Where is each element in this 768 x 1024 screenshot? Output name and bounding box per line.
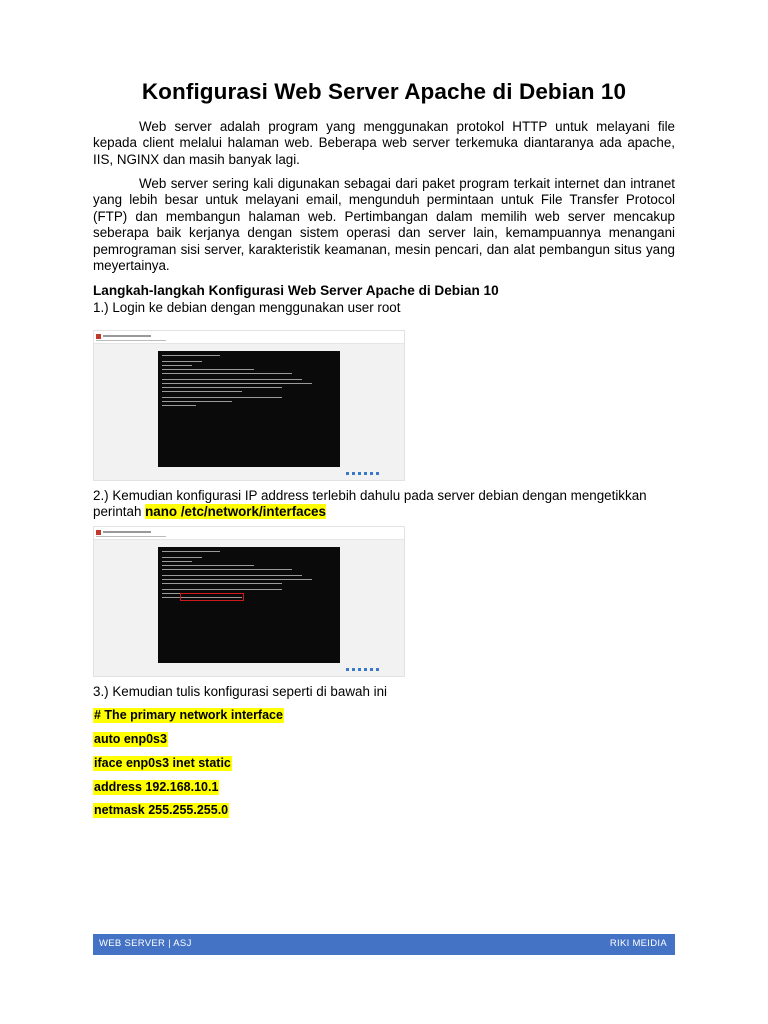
virtualbox-menu-bar <box>96 340 166 341</box>
command-highlight-box <box>180 593 244 601</box>
step-2-text <box>93 488 675 519</box>
virtualbox-title-bar <box>94 331 404 344</box>
virtualbox-title-bar <box>94 527 404 540</box>
step-3-text: 3.) Kemudian tulis konfigurasi seperti di bawah ini <box>93 684 388 699</box>
terminal-console <box>158 351 340 467</box>
footer-left-text: WEB SERVER | ASJ <box>99 938 192 949</box>
virtualbox-menu-bar <box>96 536 166 537</box>
document-page <box>93 0 675 1024</box>
paragraph-intro: Web server adalah program yang menggunakan protokol HTTP untuk melayani file kepada client melalui halaman web. Beberapa web server terkemuka diantaranya ada apache, IIS, NGINX dan masih banyak lagi. <box>93 119 675 167</box>
taskbar-tray <box>344 472 402 477</box>
screenshot-root-login <box>93 330 405 481</box>
document-title: Konfigurasi Web Server Apache di Debian 10 <box>141 79 627 104</box>
config-line: auto enp0s3 <box>94 732 167 746</box>
step-1-text: 1.) Login ke debian dengan menggunakan user root <box>93 300 401 315</box>
page-footer <box>93 934 675 955</box>
virtualbox-icon <box>96 334 101 339</box>
taskbar-tray <box>344 668 402 673</box>
screenshot-nano-command <box>93 526 405 677</box>
config-line: iface enp0s3 inet static <box>94 756 231 770</box>
virtualbox-icon <box>96 530 101 535</box>
step-2-command: nano /etc/network/interfaces <box>145 503 326 519</box>
steps-heading: Langkah-langkah Konfigurasi Web Server Apache di Debian 10 <box>93 283 499 298</box>
config-line: address 192.168.10.1 <box>94 780 219 794</box>
terminal-console <box>158 547 340 663</box>
config-line: netmask 255.255.255.0 <box>94 803 229 817</box>
step-2-description: 2.) Kemudian konfigurasi IP address terlebih dahulu pada server debian dengan mengetikkan perintah <box>93 488 647 519</box>
footer-author: RIKI MEIDIA <box>609 938 667 949</box>
paragraph-details: Web server sering kali digunakan sebagai dari paket program terkait internet dan intranet yang lebih besar untuk melayani email, mengunduh permintaan untuk File Transfer Protocol (FTP) dan membangun halaman web. Pertimbangan dalam memilih web server mencakup seberapa baik kerjanya dengan sistem operasi dan server lain, kemampuannya menangani pemrograman sisi server, karakteristik keamanan, mesin pencari, dan alat pembangun situs yang meyertainya. <box>93 176 675 274</box>
config-line: # The primary network interface <box>94 708 283 722</box>
